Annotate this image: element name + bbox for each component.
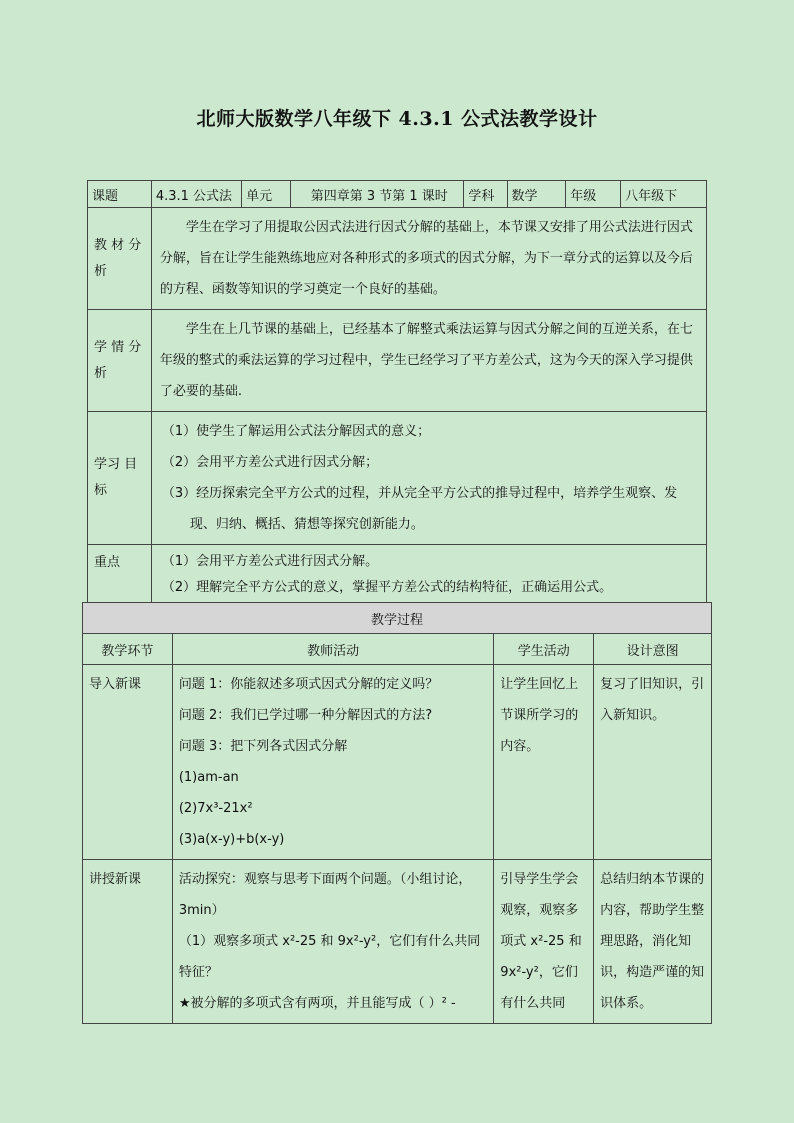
unit-label: 单元 [242, 181, 291, 208]
goal-item: （2）会用平方差公式进行因式分解； [161, 455, 379, 470]
page-title: 北师大版数学八年级下 4.3.1 公式法教学设计 [196, 108, 598, 130]
process-heading: 教学过程 [83, 603, 712, 634]
info-row [88, 181, 707, 208]
grade-value: 八年级下 [621, 181, 707, 208]
process-column-headers [83, 634, 712, 665]
teacher-line: 问题 1：你能叙述多项式因式分解的定义吗？ [178, 677, 439, 692]
course-value: 4.3.1 公式法 [151, 181, 241, 208]
goal-item: （3）经历探索完全平方公式的过程，并从完全平方公式的推导过程中，培养学生观察、发现、归纳、概括、猜想等探究创新能力。 [161, 486, 678, 532]
process-row-new [83, 860, 712, 1024]
teacher-line: (1)am-an [178, 770, 239, 785]
design-intent-cell: 复习了旧知识，引入新知识。 [594, 665, 712, 860]
key-point-item: （1）会用平方差公式进行因式分解。 [161, 554, 379, 569]
teacher-line: 问题 3：把下列各式因式分解 [178, 739, 348, 754]
key-point-item: （2）理解完全平方公式的意义，掌握平方差公式的结构特征，正确运用公式。 [161, 580, 613, 595]
situation-row [88, 310, 707, 412]
teacher-line: (3)a(x-y)+b(x-y) [178, 832, 285, 847]
teacher-line: （1）观察多项式 x²-25 和 9x²-y²，它们有什么共同特征？ [178, 934, 481, 980]
key-points-label: 重点 [88, 545, 152, 606]
teacher-line: 问题 2：我们已学过哪一种分解因式的方法? [178, 708, 433, 723]
column-header: 教师活动 [172, 634, 493, 665]
process-table [82, 602, 712, 1024]
key-points-list [151, 545, 706, 606]
teacher-line: (2)7x³-21x² [178, 801, 253, 816]
material-row [88, 208, 707, 310]
goals-label: 学习 目标 [88, 412, 152, 545]
subject-label: 学科 [464, 181, 507, 208]
situation-label: 学 情 分析 [88, 310, 152, 412]
stage-cell: 导入新课 [83, 665, 173, 860]
goal-item: （1）使学生了解运用公式法分解因式的意义； [161, 424, 431, 439]
material-text: 学生在学习了用提取公因式法进行因式分解的基础上，本节课又安排了用公式法进行因式分解，旨在让学生能熟练地应对各种形式的多项式的因式分解，为下一章分式的运算以及今后的方程、函数等知识的学习奠定一个良好的基础。 [151, 208, 706, 310]
unit-value: 第四章第 3 节第 1 课时 [291, 181, 464, 208]
process-row-intro [83, 665, 712, 860]
design-intent-cell: 总结归纳本节课的内容，帮助学生整理思路，消化知识，构造严谨的知识体系。 [594, 860, 712, 1024]
key-points-row [88, 545, 707, 606]
student-activity-cell: 让学生回忆上节课所学习的内容。 [494, 665, 594, 860]
student-activity-cell: 引导学生学会观察，观察多项式 x²-25 和 9x²-y²，它们有什么共同 [494, 860, 594, 1024]
stage-cell: 讲授新课 [83, 860, 173, 1024]
column-header: 学生活动 [494, 634, 594, 665]
teacher-line: ★被分解的多项式含有两项，并且能写成（ ）² - [178, 996, 456, 1011]
goals-row [88, 412, 707, 545]
material-label: 教 材 分析 [88, 208, 152, 310]
course-label: 课题 [88, 181, 152, 208]
teacher-activity-cell [172, 860, 493, 1024]
column-header: 教学环节 [83, 634, 173, 665]
situation-text: 学生在上几节课的基础上，已经基本了解整式乘法运算与因式分解之间的互逆关系，在七年级的整式的乘法运算的学习过程中，学生已经学习了平方差公式，这为今天的深入学习提供了必要的基础. [151, 310, 706, 412]
grade-label: 年级 [566, 181, 621, 208]
lesson-info-table [87, 180, 707, 633]
teacher-line: 活动探究：观察与思考下面两个问题。（小组讨论，3min） [178, 872, 472, 918]
subject-value: 数学 [507, 181, 566, 208]
teacher-activity-cell [172, 665, 493, 860]
goals-list [151, 412, 706, 545]
column-header: 设计意图 [594, 634, 712, 665]
